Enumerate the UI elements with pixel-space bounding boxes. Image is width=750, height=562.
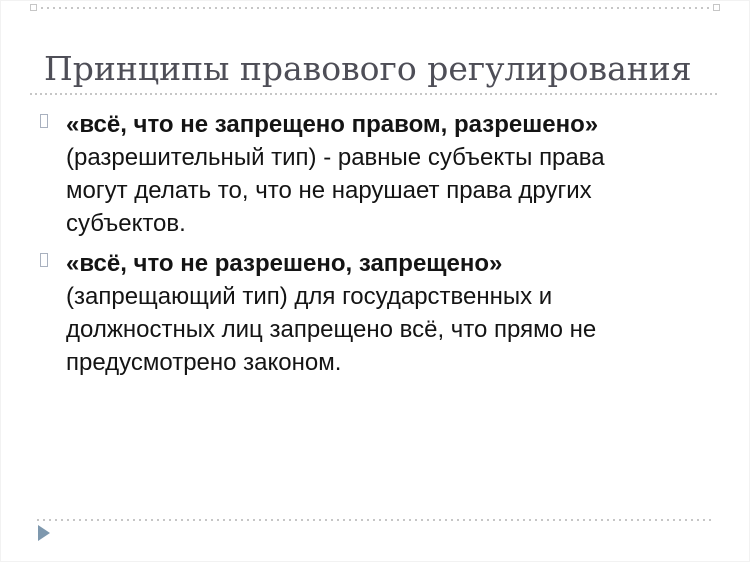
square-bullet-icon [40,114,48,128]
bullet-emphasis-text: «всё, что не запрещено правом, разрешено» [66,111,599,138]
bullet-emphasis-text: «всё, что не разрешено, запрещено» [66,250,503,277]
list-item [36,247,666,379]
bullet-list [36,108,684,386]
list-item [36,108,666,240]
bullet-body-text: (разрешительный тип) - равные субъекты права могут делать то, что не нарушает права других субъектов. [66,144,605,237]
title-dotted-rule [30,93,720,95]
corner-square-icon [713,4,720,11]
square-bullet-icon [40,253,48,267]
play-triangle-icon [38,525,50,541]
bullet-body-text: (запрещающий тип) для государственных и должностных лиц запрещено всё, что прямо не предусмотрено законом. [66,283,597,376]
corner-square-icon [30,4,37,11]
bottom-dotted-rule [37,519,714,521]
top-dotted-rule [41,7,709,9]
slide-title: Принципы правового регулирования [44,49,692,88]
